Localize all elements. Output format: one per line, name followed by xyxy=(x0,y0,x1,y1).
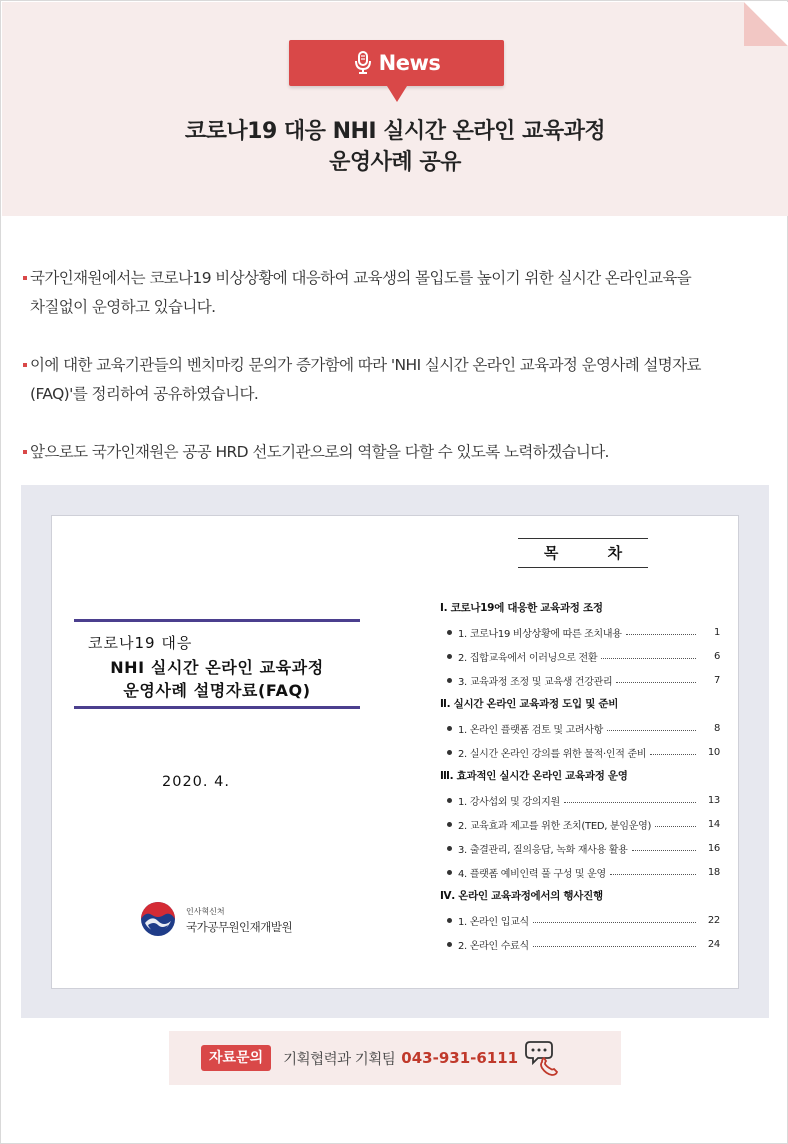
bullet-dot-icon xyxy=(447,654,452,659)
bullet-dot-icon xyxy=(447,942,452,947)
org-name: 국가공무원인재개발원 xyxy=(186,920,293,934)
bullet-dot-icon xyxy=(447,678,452,683)
bullet-list xyxy=(23,264,773,496)
news-badge-label: News xyxy=(378,51,441,75)
toc-item: 3. 교육과정 조정 및 교육생 건강관리 7 xyxy=(440,668,720,692)
government-logo-icon xyxy=(140,901,176,937)
toc-item: 1. 강사섭외 및 강의지원 13 xyxy=(440,788,720,812)
toc-section: Ⅱ. 실시간 온라인 교육과정 도입 및 준비 xyxy=(440,698,619,710)
toc-item: 1. 온라인 플랫폼 검토 및 고려사항 8 xyxy=(440,716,720,740)
phone-chat-icon xyxy=(524,1038,564,1078)
toc-item: 1. 온라인 입교식 22 xyxy=(440,908,720,932)
contact-box xyxy=(169,1031,621,1085)
bullet-line: 앞으로도 국가인재원은 공공 HRD 선도기관으로의 역할을 다할 수 있도록 노력하겠습니다. xyxy=(30,443,609,461)
contact-badge: 자료문의 xyxy=(201,1045,271,1071)
toc-title: 목 차 xyxy=(518,538,648,568)
toc-item: 2. 온라인 수료식 24 xyxy=(440,932,720,956)
toc-item: 3. 출결관리, 질의응답, 녹화 재사용 활용 16 xyxy=(440,836,720,860)
bullet-dot-icon xyxy=(447,726,452,731)
document-title-box xyxy=(74,619,360,709)
bullet-dot-icon xyxy=(447,846,452,851)
document-preview[interactable] xyxy=(51,515,739,989)
page-title-line2: 운영사례 공유 xyxy=(329,150,461,175)
toc-section: Ⅳ. 온라인 교육과정에서의 행사진행 xyxy=(440,890,603,902)
bullet-dot-icon xyxy=(447,798,452,803)
bullet-dot-icon xyxy=(447,918,452,923)
toc-item: 4. 플랫폼 예비인력 풀 구성 및 운영 18 xyxy=(440,860,720,884)
bullet-dot-icon xyxy=(447,870,452,875)
toc-item: 2. 집합교육에서 이러닝으로 전환 6 xyxy=(440,644,720,668)
header-band xyxy=(2,2,788,216)
toc-item: 2. 교육효과 제고를 위한 조치(TED, 분임운영) 14 xyxy=(440,812,720,836)
table-of-contents xyxy=(440,596,720,956)
toc-item: 1. 코로나19 비상상황에 따른 조치내용 1 xyxy=(440,620,720,644)
page-title xyxy=(2,116,788,178)
bullet-item xyxy=(23,264,773,322)
contact-department: 기획협력과 기획팀 xyxy=(283,1051,396,1068)
toc-item: 2. 실시간 온라인 강의를 위한 물적·인적 준비 10 xyxy=(440,740,720,764)
document-title-line1: NHI 실시간 온라인 교육과정 xyxy=(110,658,324,677)
news-badge xyxy=(289,40,504,86)
bullet-item xyxy=(23,351,773,409)
toc-section: Ⅲ. 효과적인 실시간 온라인 교육과정 운영 xyxy=(440,770,628,782)
bullet-dot-icon xyxy=(447,630,452,635)
document-title xyxy=(74,656,360,702)
org-small-label: 인사혁신처 xyxy=(186,907,225,916)
document-subtitle: 코로나19 대응 xyxy=(88,634,193,652)
bullet-line: (FAQ)'를 정리하여 공유하였습니다. xyxy=(30,385,259,403)
page-fold-corner xyxy=(744,2,788,46)
bullet-line: 이에 대한 교육기관들의 벤치마킹 문의가 증가함에 따라 'NHI 실시간 온라인 교육과정 운영사례 설명자료 xyxy=(30,356,701,374)
bullet-line: 국가인재원에서는 코로나19 비상상황에 대응하여 교육생의 몰입도를 높이기 위한 실시간 온라인교육을 xyxy=(30,269,692,287)
document-title-line2: 운영사례 설명자료(FAQ) xyxy=(123,681,311,700)
bullet-item xyxy=(23,438,773,467)
bullet-dot-icon xyxy=(447,750,452,755)
microphone-icon xyxy=(353,51,373,75)
page-title-line1: 코로나19 대응 NHI 실시간 온라인 교육과정 xyxy=(184,119,606,144)
toc-section: Ⅰ. 코로나19에 대응한 교육과정 조정 xyxy=(440,602,603,614)
contact-phone-number[interactable]: 043-931-6111 xyxy=(401,1049,519,1067)
bullet-dot-icon xyxy=(447,822,452,827)
bullet-line: 차질없이 운영하고 있습니다. xyxy=(30,298,216,316)
document-date: 2020. 4. xyxy=(162,774,230,790)
